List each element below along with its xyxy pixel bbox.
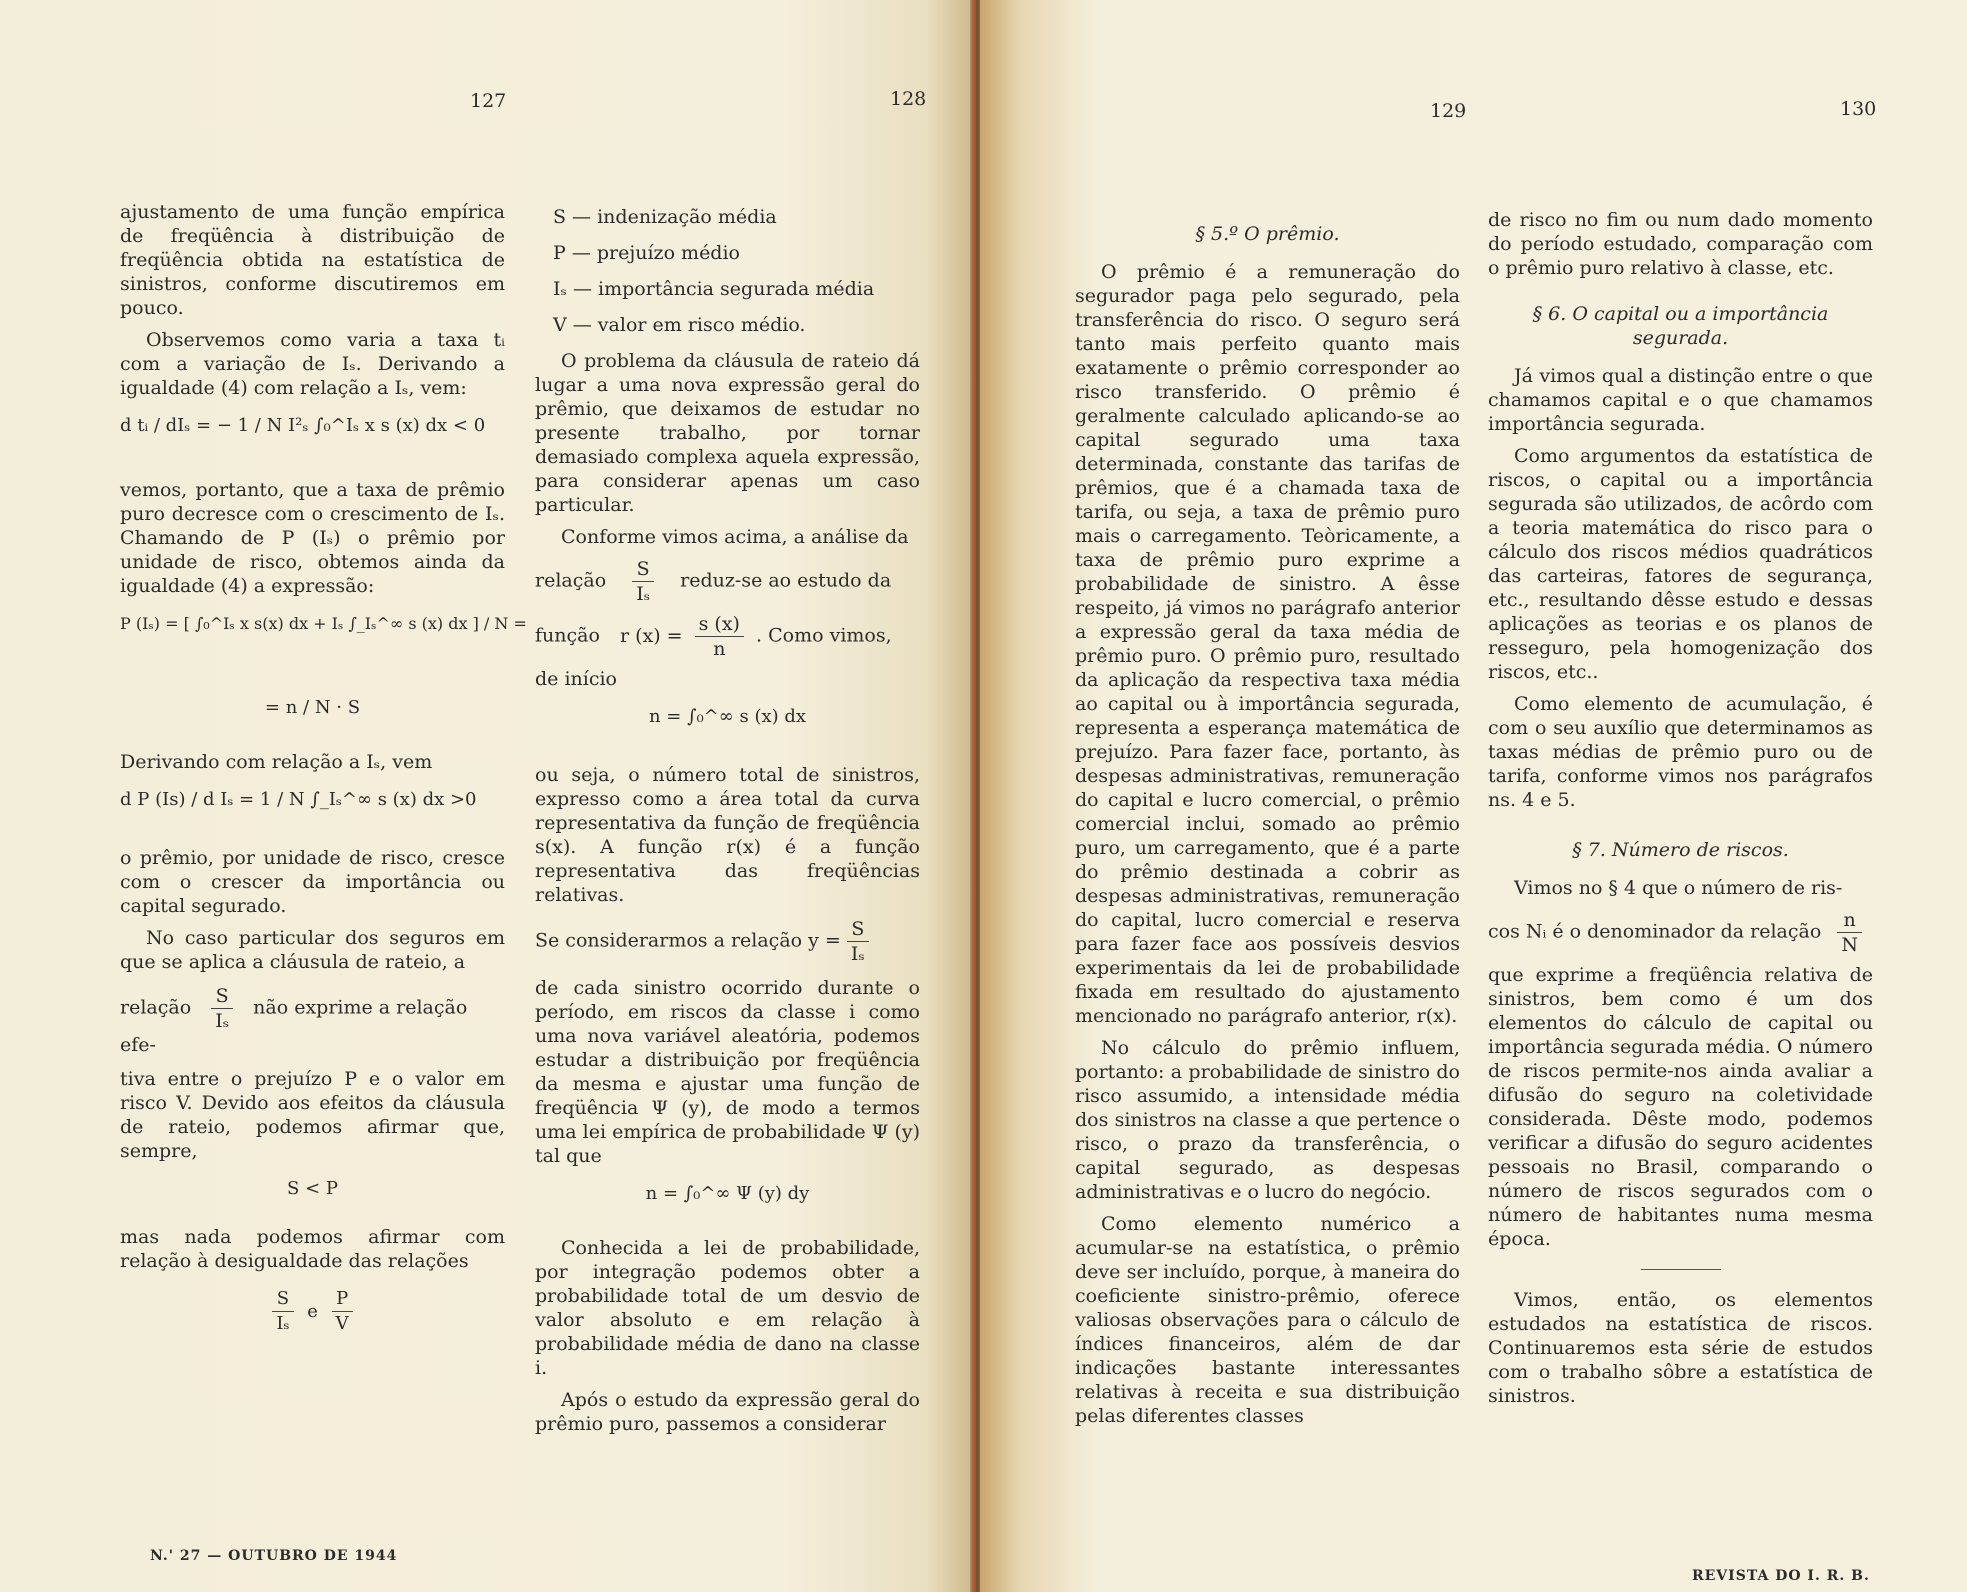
column-3 xyxy=(1075,212,1460,1436)
paragraph: O prêmio é a remuneração do segurador paga pelo segurado, pela transferência do risco. O seguro será tanto mais perfeito quanto mais exatamente o prêmio corresponder ao risco transferido. O prêmio é geralmente calculado aplicando-se ao capital segurado uma taxa determinada, constante das tarifas de prêmios, que é a chamada taxa de tarifa, ou seja, a taxa de prêmio puro mais o carregamento. Teòricamente, a taxa de prêmio puro exprime a probabilidade de sinistro. A êsse respeito, já vimos no parágrafo anterior a expressão geral da taxa média de prêmio puro. O prêmio puro, resultado da aplicação da respectiva taxa média ao capital ou à importância segurada, representa a esperança matemática de prejuízo. Para fazer face, portanto, às despesas administrativas, remuneração do capital e lucro comercial, o prêmio comercial inclui, somado ao prêmio puro, um carregamento, que é a parte do prêmio destinada a cobrir as despesas administrativas, remuneração do capital, lucro comercial e reserva para fazer face aos possíveis desvios experimentais da lei de probabilidade fixada em resultado do ajustamento mencionado no parágrafo anterior, r(x). xyxy=(1075,261,1460,1027)
fraction-s-is xyxy=(211,984,233,1033)
section-divider xyxy=(1641,1269,1721,1270)
paragraph: Observemos como varia a taxa tᵢ com a variação de Iₛ. Derivando a igualdade (4) com relação a Iₛ, vem: xyxy=(120,329,505,399)
page-number-127: 127 xyxy=(470,90,507,112)
numerator: P xyxy=(332,1287,353,1312)
paragraph: Como elemento numérico a acumular-se na estatística, o prêmio deve ser incluído, porque, à maneira do coeficiente sinistro-prêmio, oferece valiosas observações para o cálculo de índices financeiros, além de dar indicações bastante interessantes relativas à receita e sua distribuição pelas diferentes classes xyxy=(1075,1213,1460,1427)
paragraph: mas nada podemos afirmar com relação à desigualdade das relações xyxy=(120,1226,505,1272)
paragraph: Conhecida a lei de probabilidade, por integração podemos obter a probabilidade total de um desvio de valor absoluto e em relação à probabilidade média de dano na classe i. xyxy=(535,1237,920,1379)
equation xyxy=(535,1182,920,1222)
column-4 xyxy=(1488,208,1873,1416)
paragraph: que exprime a freqüência relativa de sinistros, bem como é um dos elementos do cálculo de capital ou importância segurada média. O número de riscos permite-nos ainda avaliar a difusão do seguro na coletividade considerada. Dêste modo, podemos verificar a difusão do seguro acidentes pessoais no Brasil, comparando o número de riscos segurados com o número de habitantes numa mesma época. xyxy=(1488,964,1873,1250)
paragraph: Como argumentos da estatística de riscos, o capital ou a importância segurada são utilizados, de acôrdo com a teoria matemática do risco para o cálculo dos riscos médios quadráticos das carteiras, fatores de segurança, etc., resultando dêsse estudo e dessas aplicações as teorias e os planos de resseguro, pela homogenização dos riscos, etc.. xyxy=(1488,445,1873,683)
denominator: Iₛ xyxy=(276,1313,290,1334)
paragraph: No caso particular dos seguros em que se aplica a cláusula de rateio, a xyxy=(120,927,505,973)
function-definition xyxy=(535,612,920,661)
numerator: S xyxy=(632,557,654,582)
section-heading: § 6. O capital ou a importância segurada. xyxy=(1532,303,1829,349)
denominator: Iₛ xyxy=(215,1010,230,1032)
denominator: V xyxy=(335,1313,349,1334)
paragraph: Derivando com relação a Iₛ, vem xyxy=(120,751,433,773)
denominator: n xyxy=(713,638,726,660)
numerator: n xyxy=(1837,908,1862,933)
fraction-s-is xyxy=(272,1287,293,1336)
equation xyxy=(535,705,920,749)
equation-text: = n / N · S xyxy=(264,697,361,718)
left-page xyxy=(0,0,975,1592)
function-text: . Como vimos, xyxy=(756,624,892,647)
equation-text: S < P xyxy=(287,1178,338,1199)
definition-item: P — prejuízo médio xyxy=(553,242,740,264)
definition-list xyxy=(535,205,920,337)
paragraph: de risco no fim ou num dado momento do período estudado, comparação com o prêmio puro relativo à classe, etc. xyxy=(1488,209,1873,279)
paragraph: Vimos, então, os elementos estudados na estatística de riscos. Continuaremos esta série de estudos com o trabalho sôbre a estatística de sinistros. xyxy=(1488,1289,1873,1407)
paragraph: Já vimos qual a distinção entre o que chamamos capital e o que chamamos importância segurada. xyxy=(1488,365,1873,435)
paragraph: No cálculo do prêmio influem, portanto: a probabilidade de sinistro do risco assumido, a intensidade média dos sinistros na classe a que pertence o risco, o prazo da transferência, o capital segurado, as despesas administrativas e o lucro do negócio. xyxy=(1075,1037,1460,1203)
relation-word: relação xyxy=(120,996,192,1019)
function-lhs: r (x) = xyxy=(619,624,683,647)
relation-text: cos Nᵢ é o denominador da relação xyxy=(1488,920,1822,943)
paragraph: de início xyxy=(535,668,617,690)
inline-relation xyxy=(120,984,505,1057)
relation-text: reduz-se ao estudo da xyxy=(680,569,892,592)
relation-text: não exprime a relação efe- xyxy=(120,996,468,1056)
fraction-p-v xyxy=(332,1287,353,1336)
binding-edge xyxy=(972,0,976,1592)
numerator: S xyxy=(211,984,233,1009)
equation-text: n = ∫₀^∞ Ψ (y) dy xyxy=(645,1183,810,1204)
equation-text: P (Iₛ) = [ ∫₀^Iₛ x s(x) dx + Iₛ ∫_Iₛ^∞ s (x) dx ] / N = xyxy=(120,614,527,633)
numerator: S xyxy=(272,1287,293,1312)
numerator: S xyxy=(847,917,869,942)
equation xyxy=(120,414,505,464)
footer: REVISTA DO I. R. B. xyxy=(1692,1568,1870,1584)
function-word: função xyxy=(535,624,600,647)
paragraph: Como elemento de acumulação, é com o seu auxílio que determinamos as taxas médias de prêmio puro ou de tarifa, conforme vimos nos parágrafos ns. 4 e 5. xyxy=(1488,693,1873,811)
paragraph: o prêmio, por unidade de risco, cresce com o crescer da importância ou capital segurado. xyxy=(120,847,505,917)
section-heading: § 5.º O prêmio. xyxy=(1195,223,1340,245)
conjunction: e xyxy=(307,1300,318,1322)
equation-text: n = ∫₀^∞ s (x) dx xyxy=(648,706,807,727)
denominator: N xyxy=(1841,934,1858,956)
equation xyxy=(120,788,505,832)
paragraph: vemos, portanto, que a taxa de prêmio puro decresce com o crescimento de Iₛ. Chamando de P (Iₛ) o prêmio por unidade de risco, obtemos ainda da igualdade (4) a expressão: xyxy=(120,479,505,597)
definition-item: Iₛ — importância segurada média xyxy=(553,278,875,300)
fraction-s-is xyxy=(632,557,654,606)
fraction-sx-n xyxy=(695,612,744,661)
numerator: s (x) xyxy=(695,612,744,637)
paragraph: ou seja, o número total de sinistros, expresso como a área total da curva representativa da função de freqüência s(x). A função r(x) é a função representativa das freqüências relativas. xyxy=(535,764,920,906)
right-page xyxy=(980,0,1967,1592)
relations-pair xyxy=(120,1287,505,1336)
fraction-s-is xyxy=(847,917,869,966)
page-number-130: 130 xyxy=(1840,98,1877,120)
relation-word: relação xyxy=(535,569,607,592)
column-2 xyxy=(535,205,920,1444)
section-heading: § 7. Número de riscos. xyxy=(1572,839,1789,861)
paragraph: O problema da cláusula de rateio dá lugar a uma nova expressão geral do prêmio, que deixamos de estudar no presente trabalho, por tornar demasiado complexa aquela expressão, para considerar apenas um caso particular. xyxy=(535,350,920,516)
equation-text: d P (Is) / d Iₛ = 1 / N ∫_Iₛ^∞ s (x) dx >0 xyxy=(120,789,477,810)
paragraph: ajustamento de uma função empírica de freqüência à distribuição de freqüência obtida na estatística de sinistros, conforme discutiremos em pouco. xyxy=(120,201,505,319)
page-number-129: 129 xyxy=(1430,100,1467,122)
equation-text: d tᵢ / dIₛ = − 1 / N I²ₛ ∫₀^Iₛ x s (x) dx < 0 xyxy=(120,415,486,436)
equation xyxy=(120,696,505,736)
denominator: Iₛ xyxy=(636,583,651,605)
inline-relation xyxy=(1488,908,1873,957)
page-number-128: 128 xyxy=(890,88,927,110)
definition-item: S — indenização média xyxy=(553,206,777,228)
paragraph: Conforme vimos acima, a análise da xyxy=(561,526,909,548)
paragraph: de cada sinistro ocorrido durante o período, em riscos da classe i como uma nova variável aleatória, podemos estudar a distribuição por freqüência da mesma e ajustar uma função de freqüência Ψ (y), de modo a termos uma lei empírica de probabilidade Ψ (y) tal que xyxy=(535,977,920,1167)
inline-relation xyxy=(535,557,920,606)
definition-item: V — valor em risco médio. xyxy=(553,314,806,336)
inequality xyxy=(120,1177,505,1211)
paragraph: Vimos no § 4 que o número de ris- xyxy=(1514,877,1843,899)
paragraph: Após o estudo da expressão geral do prêmio puro, passemos a considerar xyxy=(535,1389,920,1435)
relation-text: Se considerarmos a relação y = xyxy=(535,929,841,952)
footer: N.' 27 — OUTUBRO DE 1944 xyxy=(150,1548,398,1564)
paragraph: tiva entre o prejuízo P e o valor em risco V. Devido aos efeitos da cláusula de rateio, podemos afirmar que, sempre, xyxy=(120,1068,505,1162)
equation xyxy=(120,612,527,682)
column-1 xyxy=(120,200,527,1350)
denominator: Iₛ xyxy=(850,943,865,965)
inline-relation xyxy=(535,917,920,966)
fraction-n-N xyxy=(1837,908,1862,957)
